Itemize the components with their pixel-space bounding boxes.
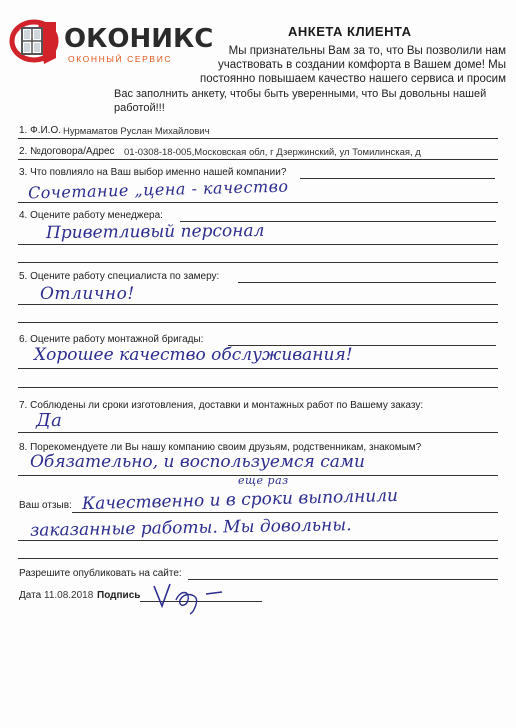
review-line-2-handwritten: заказанные работы. Мы довольны. [29, 515, 352, 541]
question-3: 3. Что повлияло на Ваш выбор именно нашей компании? [19, 167, 287, 178]
answer-line [18, 432, 498, 433]
signature-label: Подпись [97, 590, 141, 601]
review-label: Ваш отзыв: [19, 500, 72, 511]
question-7: 7. Соблюдены ли сроки изготовления, доставки и монтажных работ по Вашему заказу: [19, 400, 424, 411]
window-logo-icon [8, 14, 68, 70]
publish-label: Разрешите опубликовать на сайте: [19, 568, 182, 579]
intro-line: постоянно повышаем качество нашего сервиса и просим [200, 73, 506, 86]
company-logo [8, 14, 214, 70]
answer-line [18, 540, 498, 541]
answer-5-handwritten: Отлично! [40, 284, 135, 304]
answer-8-handwritten: Обязательно, и воспользуемся сами [30, 452, 365, 472]
contract-label: 2. №договора/Адрес [19, 146, 115, 157]
question-4: 4. Оцените работу менеджера: [19, 210, 163, 221]
question-6: 6. Оцените работу монтажной бригады: [19, 334, 204, 345]
answer-line [300, 178, 495, 179]
answer-line [188, 579, 498, 580]
answer-3-handwritten: Сочетание „цена - качество [27, 176, 289, 203]
answer-line [18, 202, 498, 203]
intro-line: Мы признательны Вам за то, что Вы позволили нам [228, 45, 506, 57]
answer-line [238, 282, 496, 283]
date-label: Дата [19, 590, 42, 601]
answer-6-handwritten: Хорошее качество обслуживания! [34, 345, 353, 365]
fio-label: 1. Ф.И.О. [19, 125, 62, 136]
answer-7-handwritten: Да [36, 410, 63, 431]
brand-tagline: ОКОННЫЙ СЕРВИС [68, 54, 173, 64]
answer-8-extra-handwritten: еще раз [238, 474, 289, 487]
intro-line: участвовать в создании комфорта в Вашем доме! Мы [217, 59, 506, 72]
fio-value: Нурмаматов Руслан Михайлович [63, 126, 210, 137]
divider-line [18, 138, 498, 139]
handwritten-signature [150, 580, 230, 616]
divider-line [18, 159, 498, 160]
answer-line [18, 262, 498, 263]
answer-line [72, 512, 498, 513]
contract-value: 01-0308-18-005,Московская обл, г Дзержинский, ул Томилинская, д [124, 147, 421, 158]
answer-4-handwritten: Приветливый персонал [45, 220, 265, 244]
question-8: 8. Порекомендуете ли Вы нашу компанию своим друзьям, родственникам, знакомым? [19, 442, 422, 453]
review-line-1-handwritten: Качественно и в сроки выполнили [81, 485, 399, 515]
brand-name: ОКОНИКС [64, 24, 214, 54]
answer-line [18, 322, 498, 323]
answer-line [18, 558, 498, 559]
answer-line [18, 244, 498, 245]
question-5: 5. Оцените работу специалиста по замеру: [19, 271, 220, 282]
answer-line [18, 387, 498, 388]
answer-line [18, 304, 498, 305]
form-title: АНКЕТА КЛИЕНТА [288, 24, 412, 39]
intro-line: Вас заполнить анкету, чтобы быть уверенными, что Вы довольны нашей работой!!! [114, 87, 487, 114]
answer-line [18, 368, 498, 369]
date-value: 11.08.2018 [44, 590, 94, 601]
